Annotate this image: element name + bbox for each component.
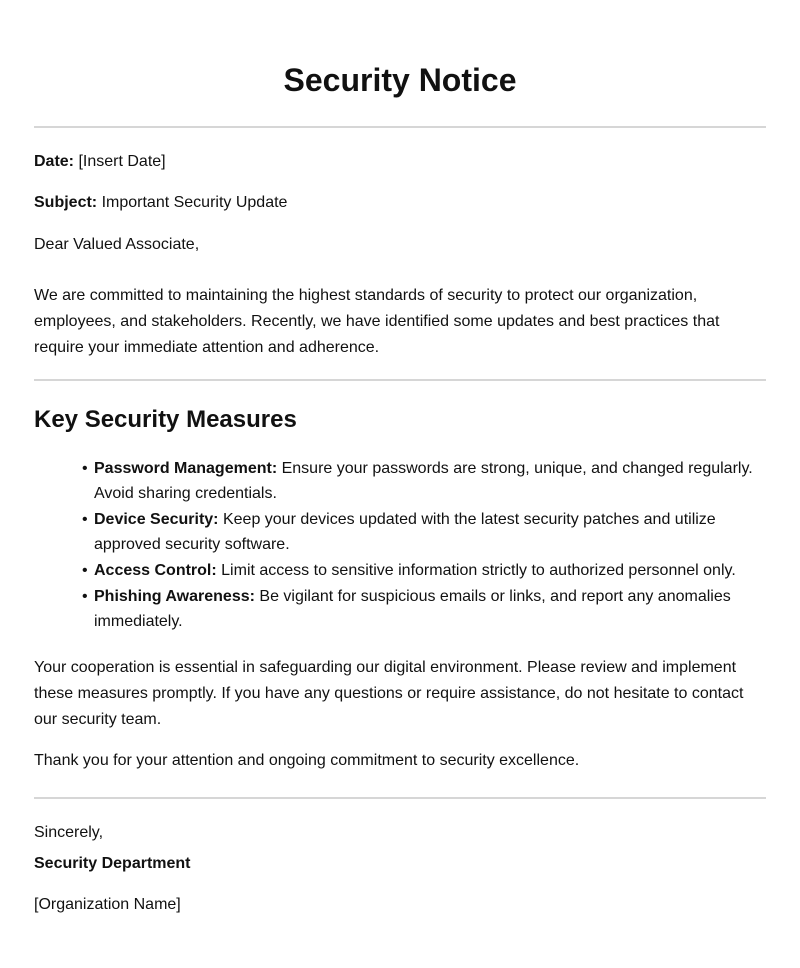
item-label: Access Control: <box>94 562 217 579</box>
thanks-line: Thank you for your attention and ongoing commitment to security excellence. <box>34 752 580 769</box>
list-item-device <box>82 507 766 557</box>
item-text: Keep your devices updated with the latest security patches and utilize approved security software. <box>94 511 716 553</box>
section-heading: Key Security Measures <box>34 406 297 433</box>
intro-paragraph: We are committed to maintaining the highest standards of security to protect our organization, employees, and stakeholders. Recently, we have identified some updates and best practices that require your immediate attention and adherence. <box>34 287 720 356</box>
list-item-phishing <box>82 584 766 634</box>
date-value: [Insert Date] <box>78 153 166 170</box>
divider-bottom <box>34 797 766 799</box>
measures-list <box>82 456 766 635</box>
item-text: Ensure your passwords are strong, unique, and changed regularly. Avoid sharing credentials. <box>94 460 753 502</box>
item-label: Device Security: <box>94 511 219 528</box>
list-item-access <box>82 558 766 583</box>
bullet-icon: • <box>82 588 88 605</box>
bullet-icon: • <box>82 460 88 477</box>
cooperation-paragraph: Your cooperation is essential in safeguarding our digital environment. Please review and implement these measures promptly. If you have any questions or require assistance, do not hesitate to contact our security team. <box>34 659 744 728</box>
organization-name: [Organization Name] <box>34 896 181 913</box>
subject-label: Subject: <box>34 194 98 211</box>
subject-value: Important Security Update <box>101 194 288 211</box>
item-label: Password Management: <box>94 460 278 477</box>
greeting: Dear Valued Associate, <box>34 236 200 253</box>
page-title: Security Notice <box>283 62 517 98</box>
date-line <box>34 152 166 172</box>
divider-top <box>34 126 766 128</box>
bullet-icon: • <box>82 562 88 579</box>
bullet-icon: • <box>82 511 88 528</box>
item-text: Be vigilant for suspicious emails or links, and report any anomalies immediately. <box>94 588 731 630</box>
item-text: Limit access to sensitive information strictly to authorized personnel only. <box>221 562 736 579</box>
divider-middle <box>34 379 766 381</box>
subject-line <box>34 193 287 213</box>
item-label: Phishing Awareness: <box>94 588 255 605</box>
sign-off: Sincerely, <box>34 824 104 841</box>
date-label: Date: <box>34 153 75 170</box>
department-name: Security Department <box>34 855 191 872</box>
list-item-password <box>82 456 766 506</box>
